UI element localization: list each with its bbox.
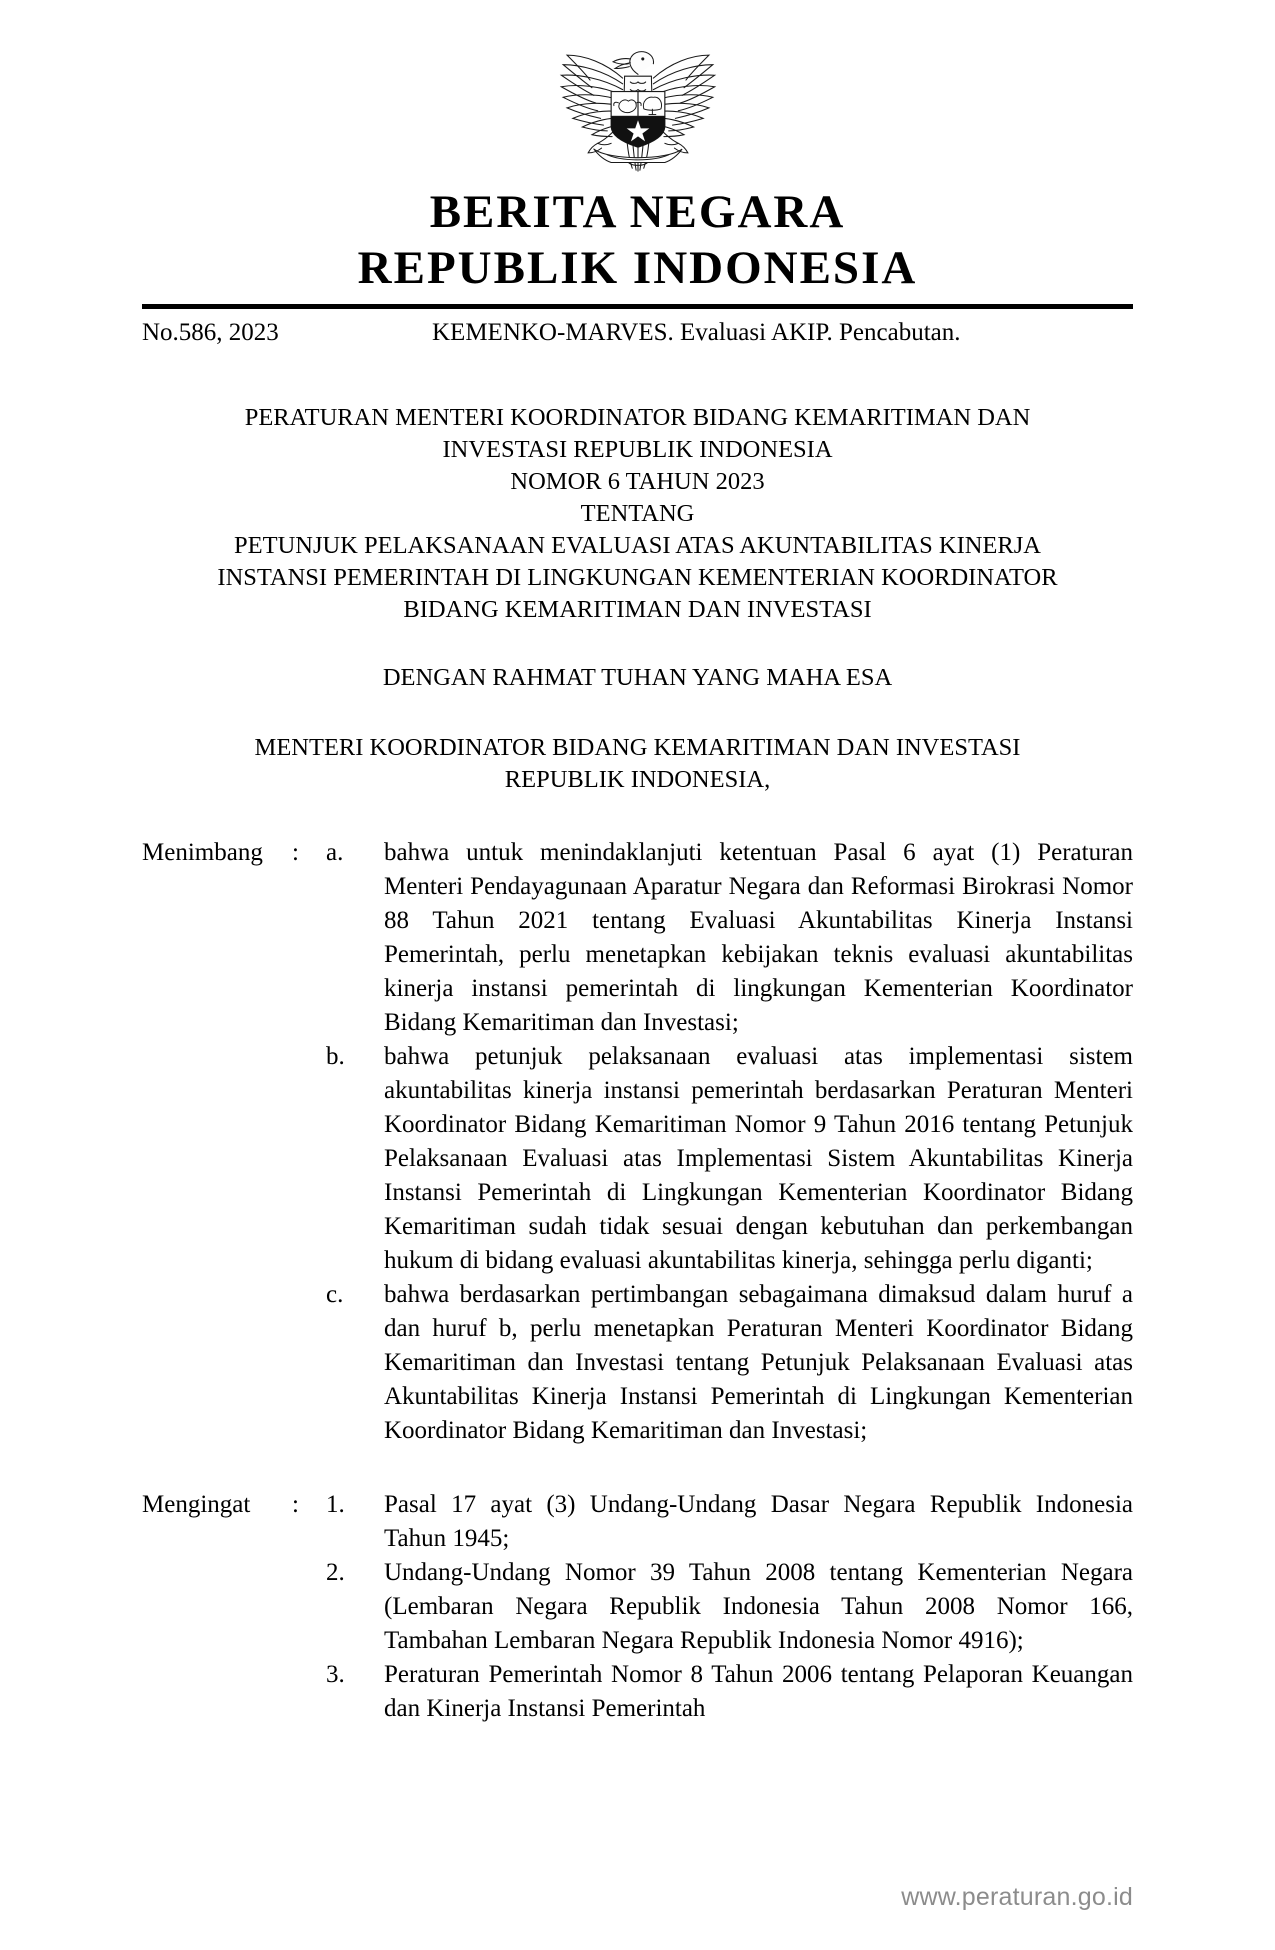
clause-text: Peraturan Pemerintah Nomor 8 Tahun 2006 tentang Pelaporan Keuangan dan Kinerja Instansi Pemerintah: [384, 1661, 1133, 1722]
clause-row: [142, 1556, 1133, 1658]
issuing-authority: [142, 732, 1133, 796]
title-line: NOMOR 6 TAHUN 2023: [510, 468, 765, 495]
clause-text: Undang-Undang Nomor 39 Tahun 2008 tentang Kementerian Negara (Lembaran Negara Republik Indonesia Tahun 2008 Nomor 166, Tambahan Lembaran Negara Republik Indonesia Nomor 4916);: [384, 1559, 1133, 1654]
clause-marker: c.: [326, 1281, 344, 1308]
title-line: PERATURAN MENTERI KOORDINATOR BIDANG KEMARITIMAN DAN: [244, 404, 1031, 431]
authority-line: MENTERI KOORDINATOR BIDANG KEMARITIMAN DAN INVESTASI: [254, 734, 1021, 761]
title-line: INVESTASI REPUBLIK INDONESIA: [442, 436, 833, 463]
clause-row: [142, 1278, 1133, 1448]
menimbang-colon: :: [292, 839, 299, 866]
garuda-pancasila-emblem: [540, 34, 736, 174]
clause-text: Pasal 17 ayat (3) Undang-Undang Dasar Negara Republik Indonesia Tahun 1945;: [384, 1491, 1133, 1552]
gazette-header: [142, 309, 1133, 350]
gazette-number: No.586, 2023: [142, 319, 279, 346]
masthead-line-1: BERITA NEGARA: [429, 186, 846, 238]
mengingat-colon: :: [292, 1491, 299, 1518]
clause-text: bahwa untuk menindaklanjuti ketentuan Pasal 6 ayat (1) Peraturan Menteri Pendayagunaan Aparatur Negara dan Reformasi Birokrasi Nomor 88 Tahun 2021 tentang Evaluasi Akuntabilitas Kinerja Instansi Pemerintah, perlu menetapkan kebijakan teknis evaluasi akuntabilitas kinerja instansi pemerintah di lingkungan Kementerian Koordinator Bidang Kemaritiman dan Investasi;: [384, 839, 1133, 1036]
menimbang-section: [142, 836, 1133, 1448]
gazette-subject: KEMENKO-MARVES. Evaluasi AKIP. Pencabutan.: [432, 319, 961, 346]
pancasila-shield: [611, 92, 665, 148]
authority-line: REPUBLIK INDONESIA,: [504, 766, 771, 793]
clause-row: [142, 836, 1133, 1040]
mengingat-label: Mengingat: [142, 1491, 251, 1518]
mengingat-section: [142, 1488, 1133, 1726]
emblem-container: [142, 0, 1133, 184]
menimbang-label: Menimbang: [142, 839, 263, 866]
title-line: BIDANG KEMARITIMAN DAN INVESTASI: [403, 596, 872, 623]
masthead-line-2: REPUBLIK INDONESIA: [357, 242, 918, 294]
clause-marker: 1.: [326, 1491, 345, 1518]
enacting-clause: DENGAN RAHMAT TUHAN YANG MAHA ESA: [382, 664, 893, 691]
clause-text: bahwa berdasarkan pertimbangan sebagaimana dimaksud dalam huruf a dan huruf b, perlu menetapkan Peraturan Menteri Koordinator Bidang Kemaritiman dan Investasi tentang Petunjuk Pelaksanaan Evaluasi atas Akuntabilitas Kinerja Instansi Pemerintah di Lingkungan Kementerian Koordinator Bidang Kemaritiman dan Investasi;: [384, 1281, 1133, 1444]
clause-row: [142, 1658, 1133, 1726]
source-watermark: www.peraturan.go.id: [901, 1883, 1133, 1911]
regulation-title-block: [142, 402, 1133, 626]
clause-marker: 3.: [326, 1661, 345, 1688]
clause-text: bahwa petunjuk pelaksanaan evaluasi atas implementasi sistem akuntabilitas kinerja instansi pemerintah berdasarkan Peraturan Menteri Koordinator Bidang Kemaritiman Nomor 9 Tahun 2016 tentang Petunjuk Pelaksanaan Evaluasi atas Implementasi Sistem Akuntabilitas Kinerja Instansi Pemerintah di Lingkungan Kementerian Koordinator Bidang Kemaritiman sudah tidak sesuai dengan kebutuhan dan perkembangan hukum di bidang evaluasi akuntabilitas kinerja, sehingga perlu diganti;: [384, 1043, 1133, 1274]
clause-marker: b.: [326, 1043, 345, 1070]
masthead: [142, 184, 1133, 296]
clause-row: [142, 1488, 1133, 1556]
clause-row: [142, 1040, 1133, 1278]
title-line: PETUNJUK PELAKSANAAN EVALUASI ATAS AKUNTABILITAS KINERJA: [234, 532, 1041, 559]
clause-marker: 2.: [326, 1559, 345, 1586]
clause-marker: a.: [326, 839, 344, 866]
title-line: TENTANG: [580, 500, 695, 527]
title-line: INSTANSI PEMERINTAH DI LINGKUNGAN KEMENTERIAN KOORDINATOR: [217, 564, 1058, 591]
